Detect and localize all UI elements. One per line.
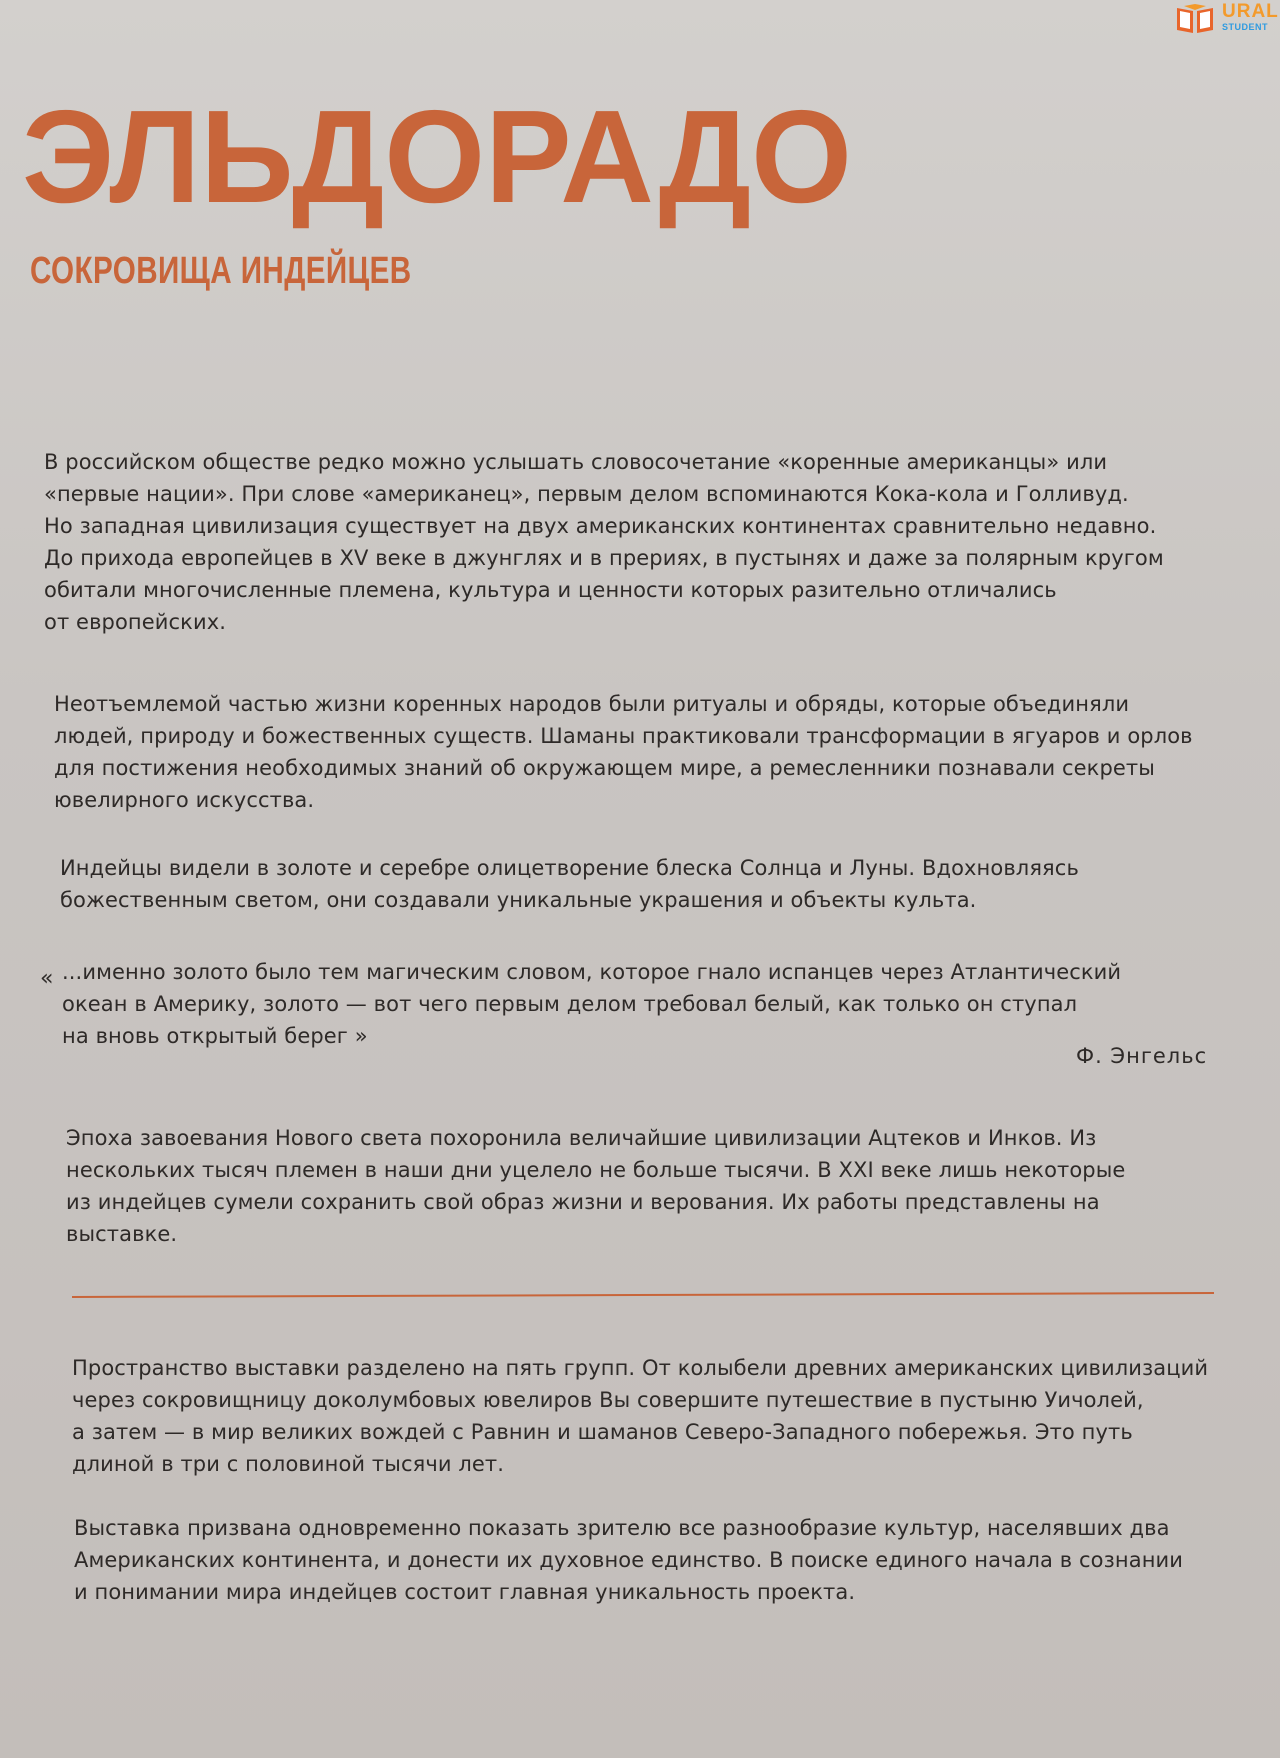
logo-subtitle: STUDENT: [1222, 22, 1268, 32]
title-text: ЭЛЬДОРАДО: [22, 90, 852, 230]
intro-paragraph-1: В российском обществе редко можно услышать словосочетание «коренные американцы» или «первые нации». При слове «американец», первым делом вспоминаются Кока-кола и Голливуд. Но западная цивилизация существует на двух американских континентах сравнительно недавно. До прихода европейцев в XV веке в джунглях и в прериях, в пустынях и даже за полярным кругом обитали многочисленные племена, культура и ценности которых разительно отличались от европейских.: [44, 450, 1164, 634]
quote-open-mark: «: [40, 966, 54, 991]
section-divider: [72, 1292, 1214, 1298]
logo-wordmark: URAL: [1222, 1, 1279, 22]
conquest-paragraph: Эпоха завоевания Нового света похоронила величайшие цивилизации Ацтеков и Инков. Из нескольких тысяч племен в наши дни уцелело не больше тысячи. В XXI веке лишь некоторые из индейцев сумели сохранить свой образ жизни и верования. Их работы представлены на выставке.: [66, 1126, 1126, 1246]
intro-paragraph-3: Индейцы видели в золоте и серебре олицетворение блеска Солнца и Луны. Вдохновляясь божественным светом, они создавали уникальные украшения и объекты культа.: [60, 856, 1079, 912]
site-logo: [1174, 1, 1279, 38]
engels-quote: ...именно золото было тем магическим словом, которое гнало испанцев через Атлантический океан в Америку, золото — вот чего первым делом требовал белый, как только он ступал на вновь открытый берег »: [62, 960, 1122, 1048]
exhibition-subtitle: СОКРОВИЩА ИНДЕЙЦЕВ: [30, 250, 412, 292]
exhibition-paragraph-1: Пространство выставки разделено на пять групп. От колыбели древних американских цивилизаций через сокровищницу доколумбовых ювелиров Вы совершите путешествие в пустыню Уичолей, а затем — в мир великих вождей с Равнин и шаманов Северо-Западного побережья. Это путь длиной в три с половиной тысячи лет.: [72, 1356, 1209, 1476]
quote-author: Ф. Энгельс: [1076, 1044, 1208, 1068]
book-logo-icon: [1174, 2, 1216, 36]
intro-paragraph-2: Неотъемлемой частью жизни коренных народов были ритуалы и обряды, которые объединяли людей, природу и божественных существ. Шаманы практиковали трансформации в ягуаров и орлов для постижения необходимых знаний об окружающем мире, а ремесленники познавали секреты ювелирного искусства.: [54, 692, 1193, 812]
exhibition-title: [22, 90, 872, 230]
exhibition-paragraph-2: Выставка призвана одновременно показать зрителю все разнообразие культур, населявших два Американских континента, и донести их духовное единство. В поиске единого начала в сознании и понимании мира индейцев состоит главная уникальность проекта.: [74, 1516, 1184, 1604]
